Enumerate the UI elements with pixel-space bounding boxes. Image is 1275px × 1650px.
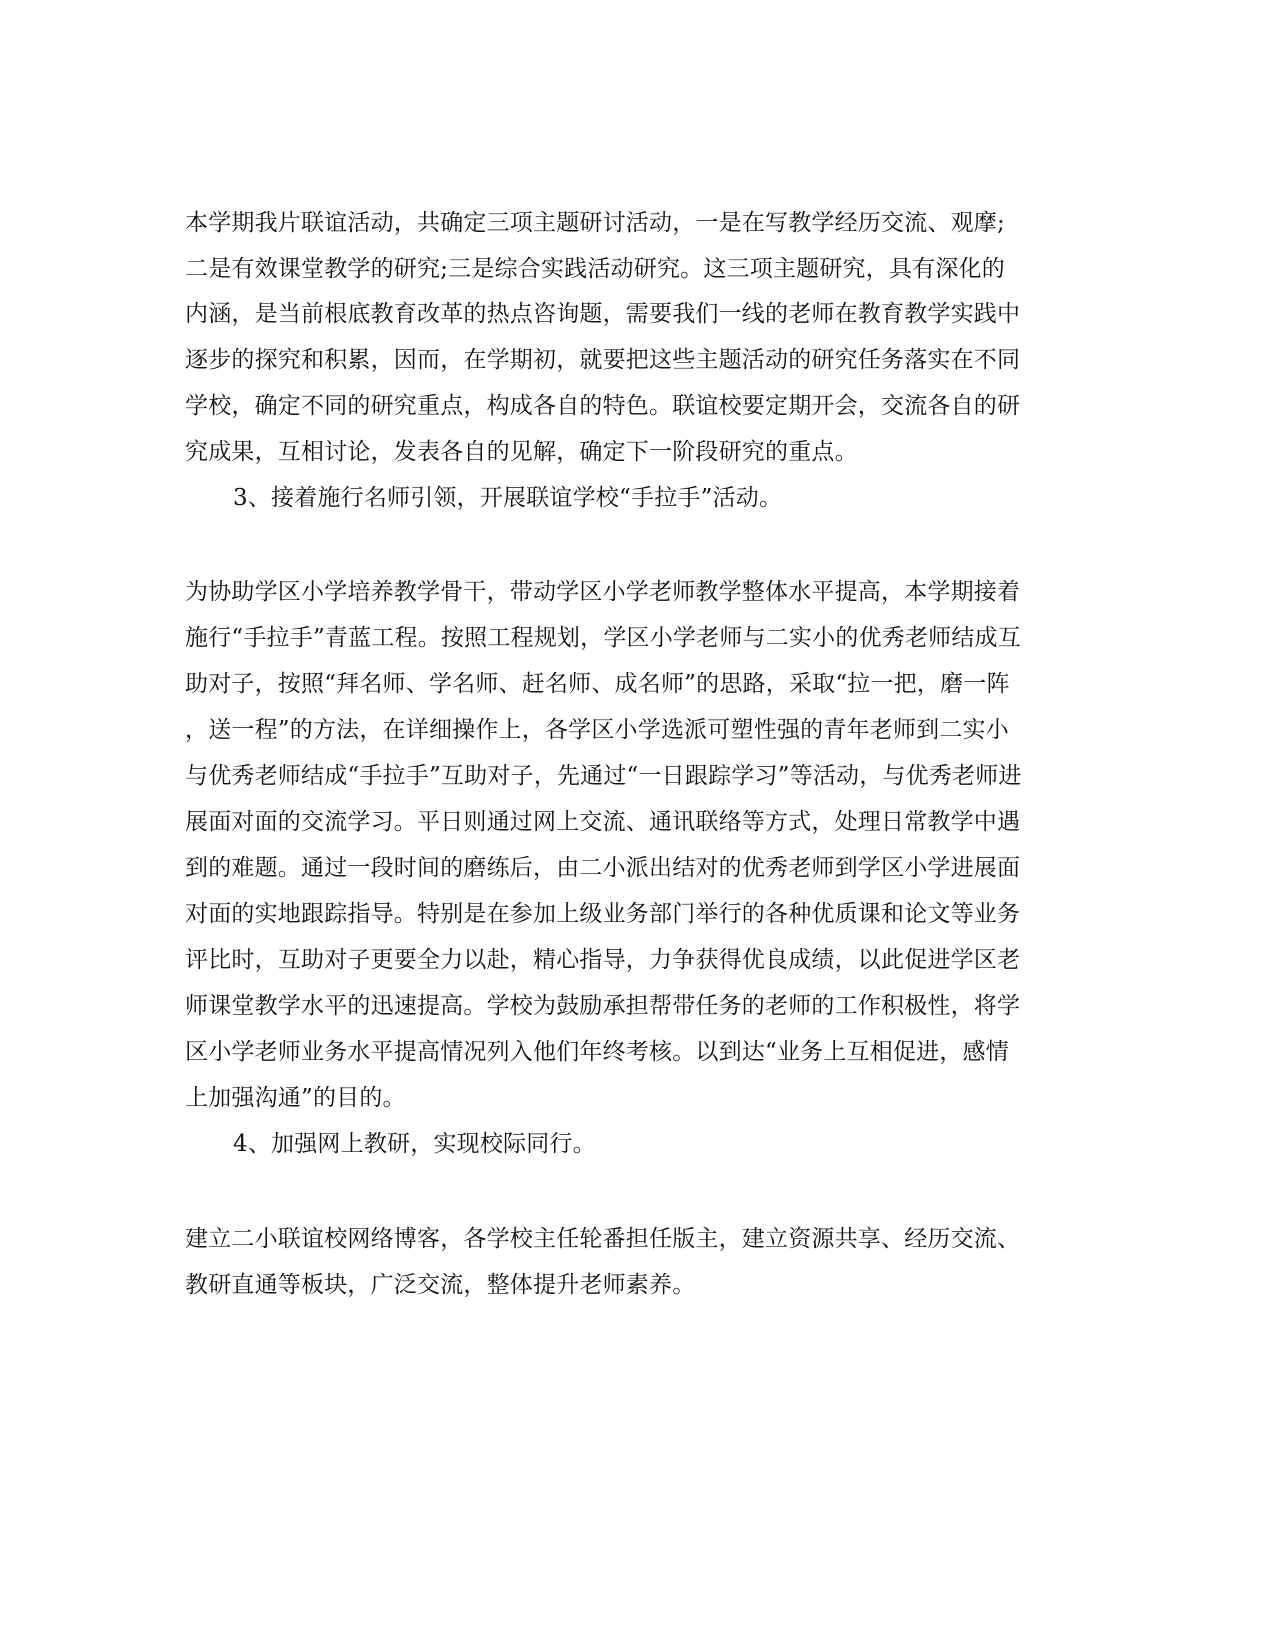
paragraph-1-line-2: 二是有效课堂教学的研究;三是综合实践活动研究。这三项主题研究，具有深化的	[185, 256, 1005, 282]
paragraph-1-line-1: 本学期我片联谊活动，共确定三项主题研讨活动，一是在写教学经历交流、观摩;	[185, 210, 1005, 236]
paragraph-2-line-9: 评比时，互助对子更要全力以赴，精心指导，力争获得优良成绩，以此促进学区老	[185, 947, 1021, 973]
paragraph-3-line-1: 建立二小联谊校网络博客，各学校主任轮番担任版主，建立资源共享、经历交流、	[185, 1226, 1021, 1252]
paragraph-2-line-1: 为协助学区小学培养教学骨干，带动学区小学老师教学整体水平提高，本学期接着	[185, 579, 1021, 605]
paragraph-3-line-2: 教研直通等板块，广泛交流，整体提升老师素养。	[185, 1272, 696, 1298]
paragraph-2-line-11: 区小学老师业务水平提高情况列入他们年终考核。以到达“业务上互相促进，感情	[185, 1039, 1009, 1065]
paragraph-2-line-5: 与优秀老师结成“手拉手”互助对子，先通过“一日跟踪学习”等活动，与优秀老师进	[185, 763, 1022, 789]
paragraph-2-line-4: ，送一程”的方法，在详细操作上，各学区小学选派可塑性强的青年老师到二实小	[185, 717, 1009, 743]
paragraph-1-line-4: 逐步的探究和积累，因而，在学期初，就要把这些主题活动的研究任务落实在不同	[185, 347, 1021, 373]
paragraph-2-line-3: 助对子，按照“拜名师、学名师、赶名师、成名师”的思路，采取“拉一把，磨一阵	[185, 671, 1010, 697]
paragraph-2-line-10: 师课堂教学水平的迅速提高。学校为鼓励承担帮带任务的老师的工作积极性，将学	[185, 993, 1021, 1019]
paragraph-2-line-6: 展面对面的交流学习。平日则通过网上交流、通讯联络等方式，处理日常教学中遇	[185, 809, 1021, 835]
paragraph-1-line-6: 究成果，互相讨论，发表各自的见解，确定下一阶段研究的重点。	[185, 439, 858, 465]
paragraph-2-line-2: 施行“手拉手”青蓝工程。按照工程规划，学区小学老师与二实小的优秀老师结成互	[185, 625, 1021, 651]
section-3-heading: 3、接着施行名师引领，开展联谊学校“手拉手”活动。	[233, 485, 783, 511]
paragraph-2-line-12: 上加强沟通”的目的。	[185, 1085, 406, 1111]
section-4-heading: 4、加强网上教研，实现校际同行。	[233, 1131, 596, 1157]
paragraph-1-line-3: 内涵，是当前根底教育改革的热点咨询题，需要我们一线的老师在教育教学实践中	[185, 301, 1021, 327]
paragraph-1-line-5: 学校，确定不同的研究重点，构成各自的特色。联谊校要定期开会，交流各自的研	[185, 393, 1021, 419]
paragraph-2-line-7: 到的难题。通过一段时间的磨练后，由二小派出结对的优秀老师到学区小学进展面	[185, 855, 1021, 881]
paragraph-2-line-8: 对面的实地跟踪指导。特别是在参加上级业务部门举行的各种优质课和论文等业务	[185, 901, 1021, 927]
